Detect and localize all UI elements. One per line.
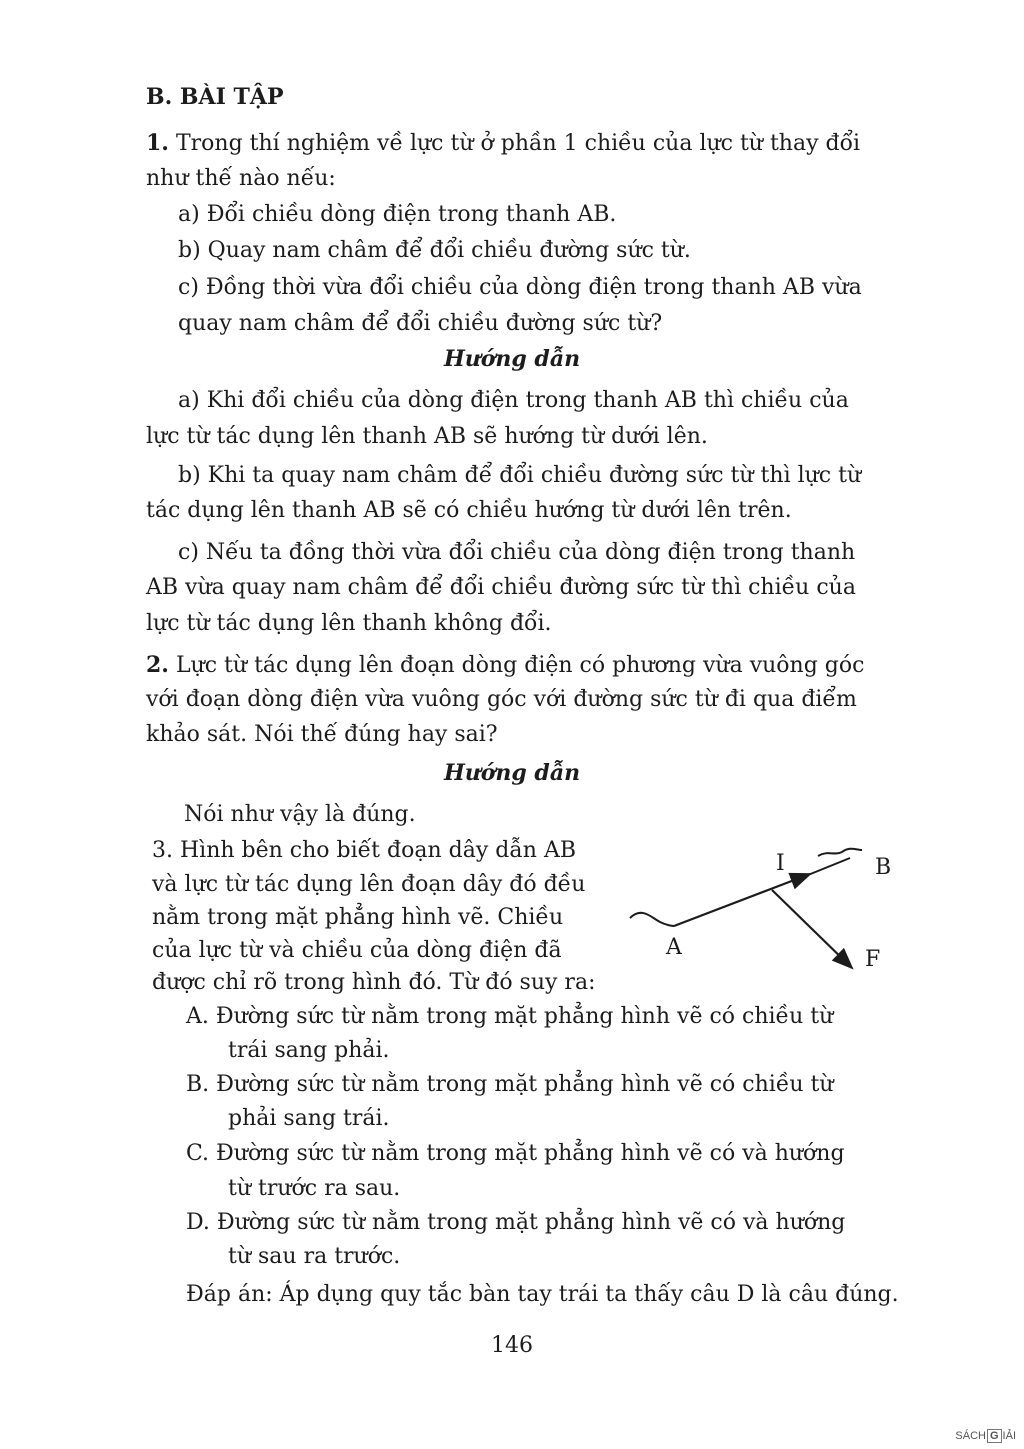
q2-text-line2: với đoạn dòng điện vừa vuông góc với đường sức từ đi qua điểm: [146, 687, 857, 712]
q1-number: 1.: [146, 130, 169, 156]
force-diagram: [620, 830, 920, 980]
section-title: B. BÀI TẬP: [146, 84, 284, 110]
wire-ab-end: [808, 858, 850, 875]
q3-text-line4: của lực từ và chiều của dòng điện đã: [152, 938, 562, 963]
label-f: F: [865, 947, 881, 972]
label-b: B: [875, 855, 892, 880]
q1-option-b: b) Quay nam châm để đổi chiều đường sức từ.: [178, 238, 691, 263]
q3-text-line2: và lực từ tác dụng lên đoạn dây đó đều: [152, 872, 586, 897]
q3-text-line1: 3. Hình bên cho biết đoạn dây dẫn AB: [152, 838, 577, 863]
watermark-mid: G: [987, 1429, 1002, 1443]
q1-answer-c-line1: c) Nếu ta đồng thời vừa đổi chiều của dòng điện trong thanh: [178, 540, 856, 565]
watermark-logo: [955, 1429, 1016, 1443]
watermark-left: SÁCH: [955, 1430, 986, 1442]
force-f-arrow: [772, 890, 852, 968]
q1-answer-b-line2: tác dụng lên thanh AB sẽ có chiều hướng từ dưới lên trên.: [146, 498, 792, 523]
label-a: A: [666, 935, 682, 960]
q1-answer-a-line2: lực từ tác dụng lên thanh AB sẽ hướng từ dưới lên.: [146, 424, 708, 449]
q2-text: Lực từ tác dụng lên đoạn dòng điện có phương vừa vuông góc: [175, 653, 865, 678]
q2-answer: Nói như vậy là đúng.: [184, 802, 416, 827]
q1-text-line2: như thế nào nếu:: [146, 166, 336, 191]
watermark-right: IẢI: [1002, 1430, 1016, 1442]
page-number: 146: [491, 1333, 533, 1358]
q2-text-line3: khảo sát. Nói thế đúng hay sai?: [146, 722, 498, 747]
q3-option-D-line2: từ sau ra trước.: [228, 1244, 401, 1269]
q1-option-a: a) Đổi chiều dòng điện trong thanh AB.: [178, 202, 617, 227]
q3-text-line5: được chỉ rõ trong hình đó. Từ đó suy ra:: [152, 970, 596, 995]
q3-option-C-line2: từ trước ra sau.: [228, 1176, 401, 1201]
q3-answer: Đáp án: Áp dụng quy tắc bàn tay trái ta thấy câu D là câu đúng.: [186, 1282, 899, 1307]
q1-option-c-line2: quay nam châm để đổi chiều đường sức từ?: [178, 311, 663, 336]
q1-guide-title: Hướng dẫn: [443, 346, 581, 372]
q1-answer-a-line1: a) Khi đổi chiều của dòng điện trong thanh AB thì chiều của: [178, 388, 849, 413]
wire-right-squiggle: [818, 849, 862, 856]
q1-answer-b-line1: b) Khi ta quay nam châm để đổi chiều đường sức từ thì lực từ: [178, 463, 862, 488]
q2-guide-title: Hướng dẫn: [443, 760, 581, 786]
label-i: I: [776, 851, 785, 876]
wire-left-squiggle: [630, 913, 674, 926]
q1-text-line1: [146, 130, 860, 157]
q2-text-line1: [146, 652, 864, 679]
q2-number: 2.: [146, 652, 169, 678]
q3-option-B-line1: B. Đường sức từ nằm trong mặt phẳng hình vẽ có chiều từ: [186, 1072, 834, 1097]
q1-answer-c-line2: AB vừa quay nam châm để đổi chiều đường sức từ thì chiều của: [146, 575, 856, 600]
q3-option-A-line2: trái sang phải.: [228, 1038, 390, 1063]
q3-option-B-line2: phải sang trái.: [228, 1106, 390, 1131]
q1-answer-c-line3: lực từ tác dụng lên thanh không đổi.: [146, 611, 552, 636]
q3-option-A-line1: A. Đường sức từ nằm trong mặt phẳng hình vẽ có chiều từ: [186, 1004, 834, 1029]
q3-option-C-line1: C. Đường sức từ nằm trong mặt phẳng hình vẽ có và hướng: [186, 1141, 845, 1166]
q1-text: Trong thí nghiệm về lực từ ở phần 1 chiều của lực từ thay đổi: [175, 131, 861, 156]
q3-option-D-line1: D. Đường sức từ nằm trong mặt phẳng hình vẽ có và hướng: [186, 1210, 846, 1235]
q3-text-line3: nằm trong mặt phẳng hình vẽ. Chiều: [152, 905, 564, 930]
wire-ab: [674, 874, 810, 926]
q1-option-c-line1: c) Đồng thời vừa đổi chiều của dòng điện trong thanh AB vừa: [178, 275, 862, 300]
